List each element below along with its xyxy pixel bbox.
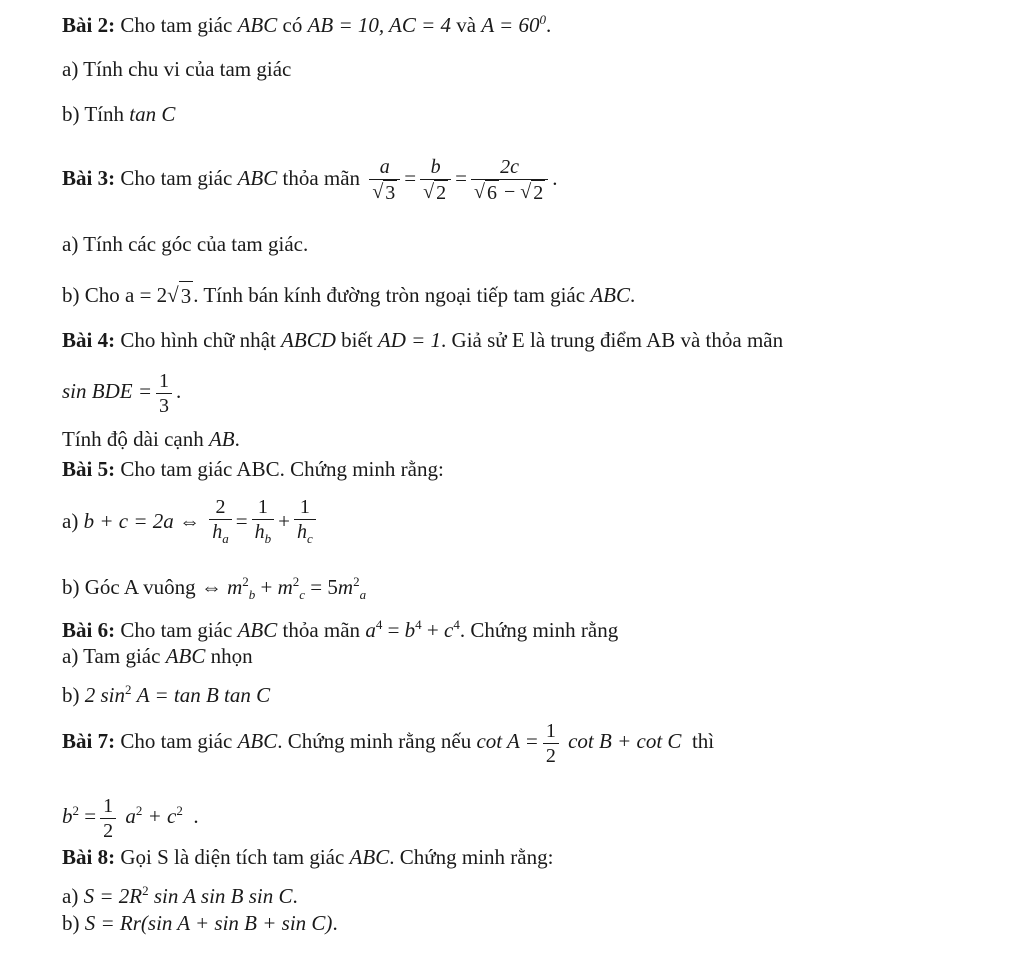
bai5-b-sub-b: b — [248, 587, 256, 603]
bai2-degree: 0 — [539, 12, 546, 27]
bai3-frac-c-den1: 6 — [486, 182, 497, 205]
bai4-biet: biết — [341, 328, 373, 352]
bai2-angle: A = 60 — [481, 13, 540, 37]
bai6-a-end: nhọn — [210, 644, 253, 668]
bai2-triangle: ABC — [237, 13, 278, 37]
bai4-q-ab: AB — [208, 427, 235, 451]
bai3-b-text: b) Cho — [62, 283, 120, 307]
bai4-q-text: Tính độ dài cạnh — [62, 427, 204, 451]
bai5-heading — [62, 455, 444, 483]
bai6-heading — [62, 611, 618, 644]
bai3-b-a: a = 2 — [125, 283, 168, 307]
bai7-l2-frac — [100, 794, 116, 843]
bai5-frac2-sub: b — [264, 531, 272, 547]
bai5-b-sq3: 2 — [353, 574, 360, 589]
bai2-text: Cho tam giác — [120, 13, 233, 37]
bai7-text: Cho tam giác — [120, 729, 233, 753]
bai6-b-text: b) — [62, 683, 80, 707]
bai3-frac-c-num: 2c — [500, 156, 520, 179]
bai4-text: Cho hình chữ nhật — [120, 328, 276, 352]
bai2-b-expr: tan C — [129, 102, 176, 126]
bai7-l2-frac-den: 2 — [100, 818, 116, 843]
bai7-label: Bài 7: — [62, 729, 116, 753]
bai3-end: . — [552, 166, 558, 190]
bai7-l2-end: . — [193, 804, 199, 828]
bai5-b-plus: + — [260, 575, 273, 599]
bai4-rest: . Giả sử E là trung điểm AB và thỏa mãn — [441, 328, 784, 352]
bai7-b-pow: 2 — [72, 803, 79, 818]
bai2-a-text: a) Tính chu vi của tam giác — [62, 57, 292, 81]
bai2-co: có — [282, 13, 303, 37]
bai4-rect: ABCD — [281, 328, 336, 352]
bai3-frac-c-den2: 2 — [533, 182, 544, 205]
bai3-frac-a-den: 3 — [385, 182, 396, 205]
bai8-b-expr: S = Rr(sin A + sin B + sin C) — [84, 911, 333, 935]
bai7-plus-c: + c — [147, 804, 177, 828]
bai5-a-expr: b + c = 2a ⇔ — [83, 509, 200, 533]
bai6-b-rest: A = tan B tan C — [136, 683, 271, 707]
bai4-frac-den: 3 — [156, 393, 172, 418]
bai7-thi: thì — [691, 729, 715, 753]
bai5-frac2-num: 1 — [257, 496, 268, 519]
bai6-c: c — [444, 618, 454, 642]
bai5-plus: + — [278, 509, 290, 533]
bai8-rest: . Chứng minh rằng: — [389, 845, 554, 869]
bai6-plus: + — [426, 618, 439, 642]
bai3-frac-a: a √ 3 — [369, 155, 400, 205]
bai3-b-end: . — [630, 283, 636, 307]
bai7-frac-num: 1 — [545, 719, 556, 742]
bai3-frac-b: b √ 2 — [420, 155, 451, 205]
bai5-b-sq2: 2 — [292, 574, 300, 589]
bai5-a — [62, 490, 320, 552]
bai3-frac-b-num: b — [430, 156, 441, 179]
bai5-b — [62, 568, 366, 609]
bai6-rest: . Chứng minh rằng — [459, 618, 619, 642]
bai6-a — [62, 642, 253, 670]
bai6-a-triangle: ABC — [165, 644, 206, 668]
bai3-frac-c: 2c √ 6 − √ 2 — [471, 155, 548, 205]
bai3-minus: − — [503, 181, 516, 204]
bai8-label: Bài 8: — [62, 845, 116, 869]
bai3-heading — [62, 148, 557, 208]
bai5-frac1-sub: a — [222, 531, 229, 547]
bai3-eq2: = — [455, 166, 467, 190]
bai3-b-rest: . Tính bán kính đường tròn ngoại tiếp tam giác — [193, 283, 586, 307]
bai3-eq1: = — [404, 166, 417, 190]
bai3-a — [62, 230, 308, 258]
bai3-frac-a-num: a — [379, 156, 390, 179]
bai4-label: Bài 4: — [62, 328, 116, 352]
bai4-end: . — [176, 379, 182, 403]
bai4-sin — [62, 362, 181, 420]
bai8-a-expr1: S = 2R — [83, 884, 143, 908]
bai8-triangle: ABC — [349, 845, 390, 869]
bai8-heading — [62, 843, 553, 871]
bai5-b-m3: m — [337, 575, 354, 599]
bai7-result — [62, 782, 199, 845]
bai2-sides: AB = 10, AC = 4 — [307, 13, 452, 37]
bai2-b — [62, 100, 175, 128]
bai7-eq: = — [84, 804, 97, 828]
bai3-b: b) Cho a = 2 √ 3 . Tính bán kính đường tròn ngoại tiếp tam giác ABC. — [62, 283, 636, 308]
bai8-a — [62, 877, 298, 910]
bai5-a-label: a) — [62, 509, 79, 533]
bai7-cot2: cot B + cot C — [568, 729, 682, 753]
bai2-heading — [62, 6, 551, 39]
bai7-a-pow: 2 — [135, 803, 143, 818]
bai4-q-end: . — [234, 427, 240, 451]
bai2-end: . — [545, 13, 552, 37]
bai5-label: Bài 5: — [62, 457, 116, 481]
bai6-triangle: ABC — [237, 618, 278, 642]
bai5-text: Cho tam giác ABC. Chứng minh rằng: — [120, 457, 444, 481]
bai5-b-m2: m — [277, 575, 293, 599]
bai5-b-eq: = 5 — [310, 575, 338, 599]
bai7-a: a — [125, 804, 136, 828]
bai3-frac-b-den: 2 — [436, 182, 447, 205]
bai8-b — [62, 909, 338, 937]
bai8-a-label: a) — [62, 884, 79, 908]
bai6-b — [62, 676, 270, 709]
bai7-b: b — [62, 804, 73, 828]
bai3-b-root: 3 — [179, 281, 194, 310]
bai6-b-2sin: 2 sin — [84, 683, 126, 707]
bai5-frac2 — [252, 495, 275, 551]
bai7-heading — [62, 712, 714, 770]
bai4-q — [62, 425, 240, 453]
bai5-eq: = — [235, 509, 248, 533]
bai5-frac3 — [294, 495, 316, 551]
bai6-a-text: a) Tam giác — [62, 644, 161, 668]
bai7-l2-frac-num: 1 — [103, 794, 114, 817]
bai3-thoaman: thỏa mãn — [282, 166, 361, 190]
bai2-va: và — [456, 13, 477, 37]
bai7-c-pow: 2 — [176, 803, 183, 818]
bai6-pow-c: 4 — [453, 617, 460, 632]
bai3-triangle: ABC — [237, 166, 278, 190]
bai7-frac — [543, 719, 559, 768]
bai5-b-text: b) Góc A vuông — [62, 575, 196, 599]
bai2-label: Bài 2: — [62, 13, 116, 37]
bai8-a-expr2: sin A sin B sin C — [153, 884, 293, 908]
bai3-a-text: a) Tính các góc của tam giác. — [62, 232, 309, 256]
bai5-frac2-h: h — [254, 521, 265, 544]
bai7-rest: . Chứng minh rằng nếu — [277, 729, 472, 753]
bai6-b: b — [404, 618, 416, 642]
bai8-text: Gọi S là diện tích tam giác — [120, 845, 345, 869]
bai8-a-end: . — [292, 884, 298, 908]
bai7-cot: cot A = — [476, 729, 539, 753]
bai5-frac3-num: 1 — [299, 496, 310, 519]
bai8-b-label: b) — [62, 911, 80, 935]
bai6-pow-a: 4 — [375, 617, 383, 632]
bai4-ad: AD = 1 — [377, 328, 442, 352]
bai5-b-m1: m — [227, 575, 243, 599]
bai5-b-sub-c: c — [299, 587, 306, 603]
bai8-a-pow: 2 — [142, 883, 149, 898]
bai2-a — [62, 55, 291, 83]
bai2-b-text: b) Tính — [62, 102, 125, 126]
bai7-triangle: ABC — [237, 729, 278, 753]
bai6-thoaman: thỏa mãn — [282, 618, 361, 642]
bai8-b-end: . — [332, 911, 338, 935]
bai6-label: Bài 6: — [62, 618, 116, 642]
bai3-label: Bài 3: — [62, 166, 116, 190]
bai5-frac1 — [209, 495, 232, 551]
bai6-text: Cho tam giác — [120, 618, 233, 642]
bai6-a: a — [365, 618, 376, 642]
bai3-b-triangle: ABC — [590, 283, 630, 307]
bai4-frac-num: 1 — [159, 369, 169, 392]
bai6-pow-b: 4 — [415, 617, 422, 632]
bai6-eq: = — [387, 618, 400, 642]
bai5-frac3-sub: c — [306, 531, 313, 547]
bai4-sin-expr: sin BDE = — [62, 379, 152, 403]
bai3-text: Cho tam giác — [120, 166, 233, 190]
bai4-frac — [156, 369, 172, 418]
bai7-frac-den: 2 — [543, 743, 559, 768]
bai5-frac1-num: 2 — [215, 496, 226, 519]
bai4-heading — [62, 326, 783, 354]
bai5-frac3-h: h — [296, 521, 307, 544]
bai5-b-sub-a: a — [359, 587, 367, 603]
bai5-b-iff: ⇔ — [200, 575, 222, 599]
bai6-b-pow: 2 — [125, 682, 132, 697]
bai5-b-sq1: 2 — [242, 574, 249, 589]
bai5-frac1-h: h — [212, 521, 223, 544]
